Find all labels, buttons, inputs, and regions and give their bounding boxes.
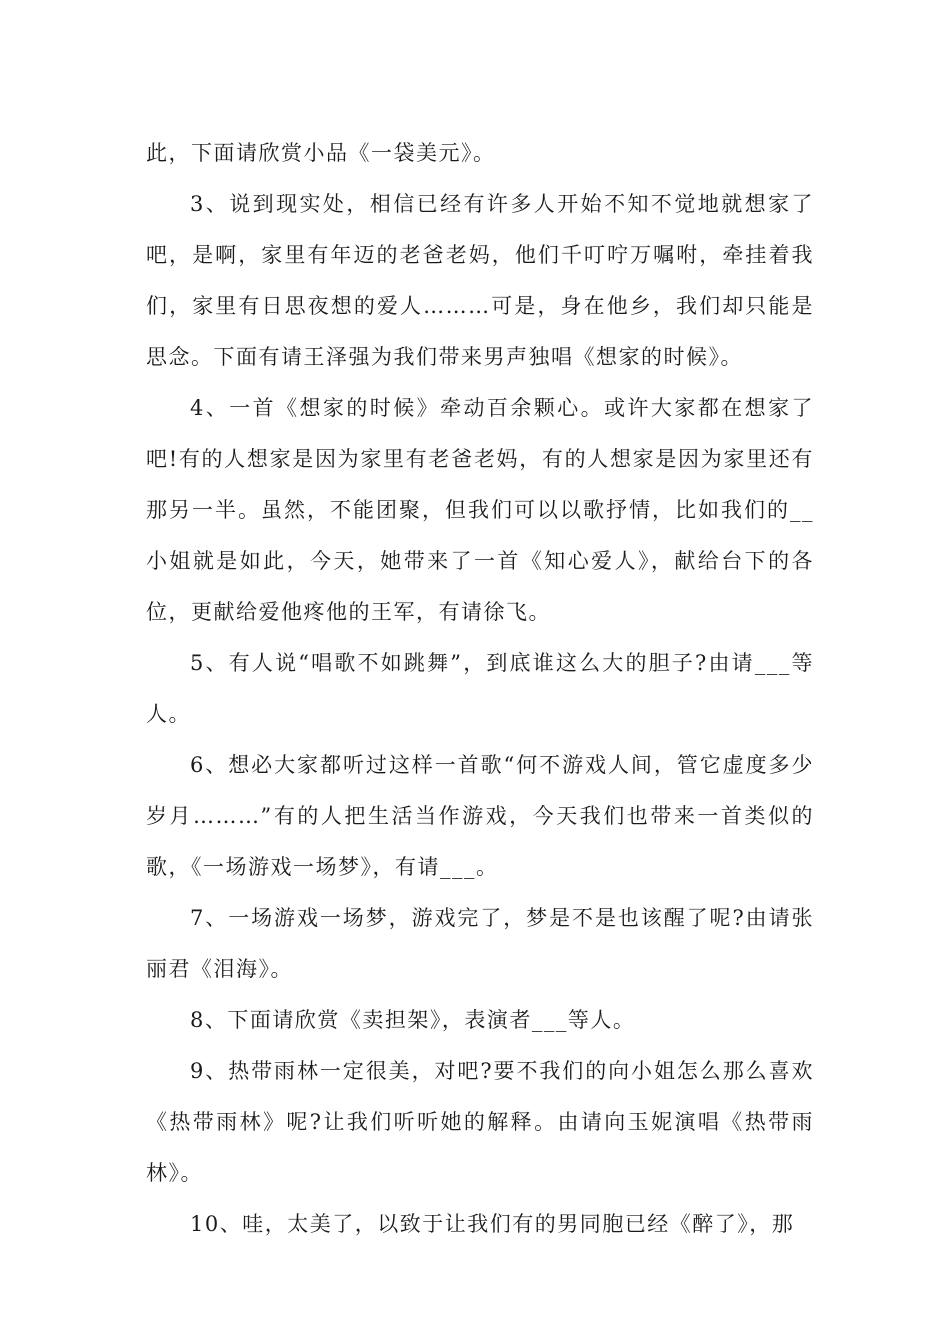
paragraph-item-7: 7、一场游戏一场梦，游戏完了，梦是不是也该醒了呢?由请张丽君《泪海》。 [146, 906, 814, 981]
paragraph-continuation: 此，下面请欣赏小品《一袋美元》。 [146, 141, 496, 165]
paragraph-item-3: 3、说到现实处，相信已经有许多人开始不知不觉地就想家了吧，是啊，家里有年迈的老爸老妈，他们千叮咛万嘱咐，牵挂着我们，家里有日思夜想的爱人………可是，身在他乡，我们却只能是思念。下面有请王泽强为我们带来男声独唱《想家的时候》。 [146, 192, 814, 369]
paragraph-item-5: 5、有人说“唱歌不如跳舞”，到底谁这么大的胆子?由请___等人。 [146, 651, 814, 726]
paragraph-item-9: 9、热带雨林一定很美，对吧?要不我们的向小姐怎么那么喜欢《热带雨林》呢?让我们听听她的解释。由请向玉妮演唱《热带雨林》。 [146, 1059, 814, 1185]
document-body [146, 128, 814, 1250]
paragraph-item-6: 6、想必大家都听过这样一首歌“何不游戏人间，管它虚度多少岁月………”有的人把生活当作游戏，今天我们也带来一首类似的歌，《一场游戏一场梦》，有请___。 [146, 753, 814, 879]
paragraph-item-8: 8、下面请欣赏《卖担架》，表演者___等人。 [190, 1008, 636, 1032]
paragraph-item-4: 4、一首《想家的时候》牵动百余颗心。或许大家都在想家了吧!有的人想家是因为家里有老爸老妈，有的人想家是因为家里还有那另一半。虽然，不能团聚，但我们可以以歌抒情，比如我们的__小姐就是如此，今天，她带来了一首《知心爱人》，献给台下的各位，更献给爱他疼他的王军，有请徐飞。 [146, 396, 814, 624]
paragraph-item-10: 10、哇，太美了，以致于让我们有的男同胞已经《醉了》，那 [190, 1212, 795, 1236]
